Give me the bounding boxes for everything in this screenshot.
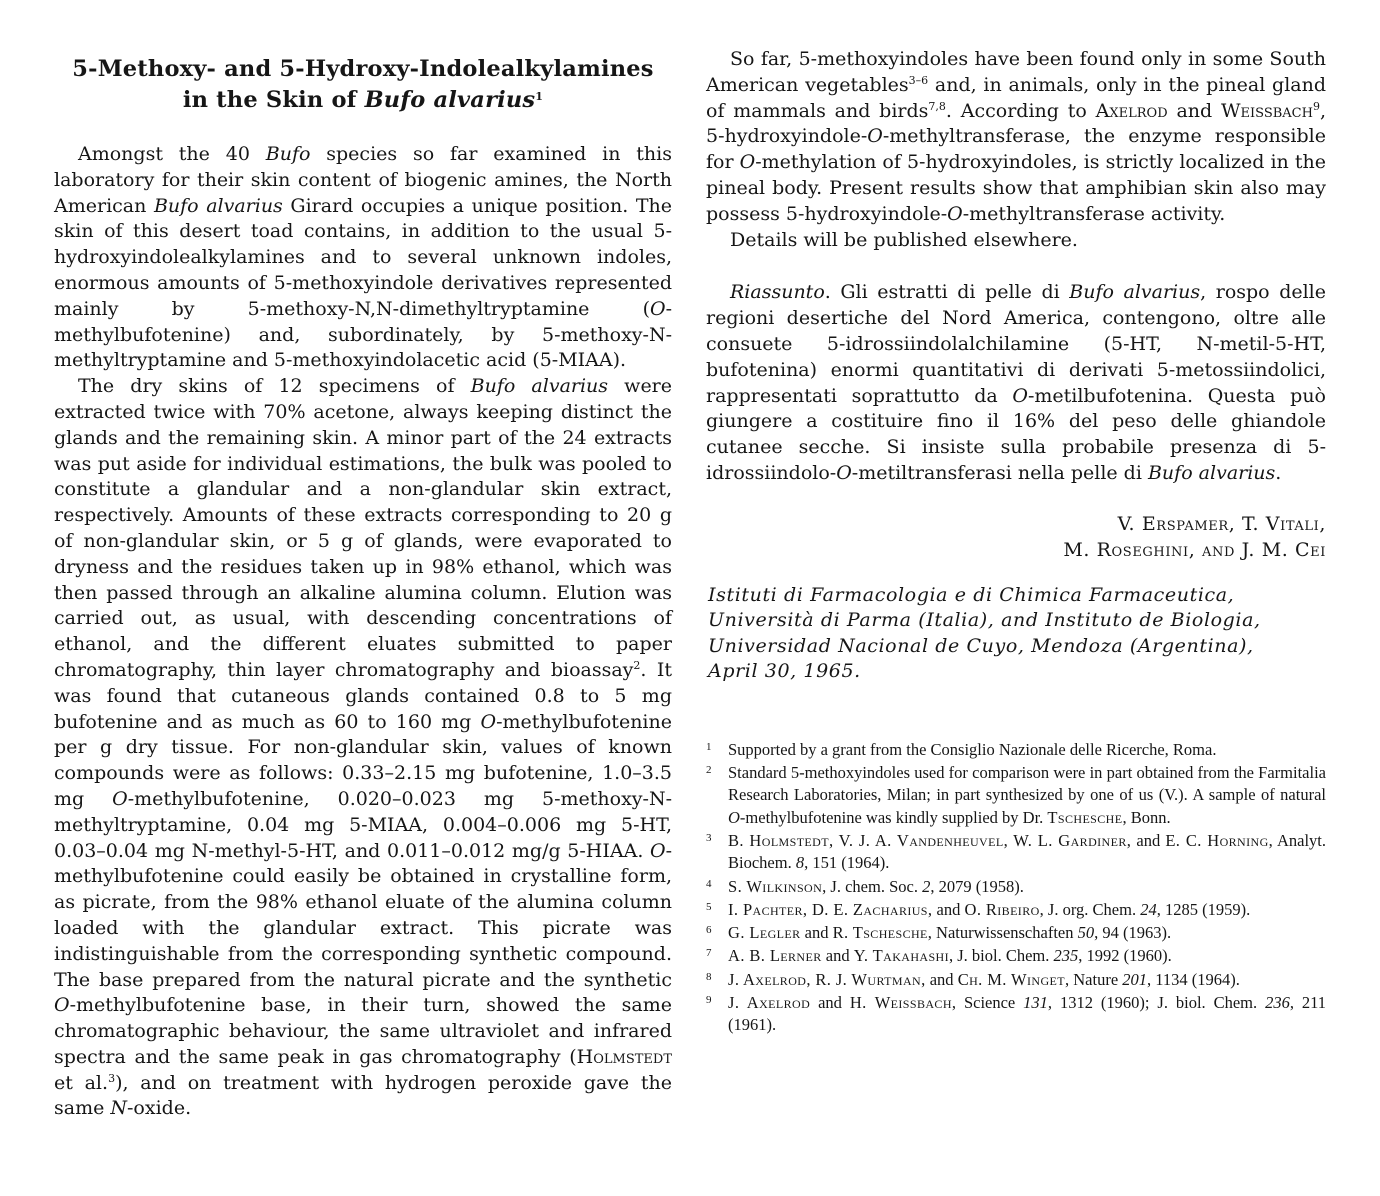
footnote-9 [706,992,1326,1037]
author-name: A. B. Lerner [728,946,822,966]
text-run: . It was found that cutaneous glands contained 0.8 to 5 mg bufotenine and as much as 60 to 160 mg [54,658,672,733]
italic-run: 235 [1053,946,1079,966]
author-name: E. C. Horning [1165,830,1269,850]
footnote-number: 2 [706,764,712,777]
text-run: -methylbufotenine, 0.020–0.023 mg 5-methoxy-N-methyltryptamine, 0.04 mg 5-MIAA, 0.004–0.006 mg 5-HT, 0.03–0.04 mg N-methyl-5-HT, and 0.011–0.012 mg/g 5-HIAA. [54,787,672,862]
footnote-number: 5 [706,900,712,913]
author-name: I. Pachter, D. E. Zacharius, [728,899,933,919]
italic-run: 236 [1265,993,1290,1013]
italic-run: O [728,807,740,827]
italic-run: 131 [1023,993,1048,1013]
text-run: -methylbufotenine) and, subordinately, by 5-methoxy-N-methyltryptamine and 5-methoxyindolacetic acid (5-MIAA). [54,297,672,372]
footnote-text: , J. chem. Soc. [822,876,923,896]
footnote-text: and [800,923,833,943]
author-name: Weissbach [1220,99,1313,122]
author-name: Ch. M. Winget [957,969,1065,989]
footnote-number: 1 [706,740,712,753]
text-run: Girard occupies a unique position. The skin of this desert toad contains, in addition to the usual 5-hydroxyindolealkylamines and to several unknown indoles, enormous amounts of 5-methoxyindole derivatives represented mainly by 5-methoxy-N,N-dimethyltryptamine ( [54,194,672,320]
italic-run: O [54,994,70,1017]
footnote-number: 8 [706,970,712,983]
author-name: Y. Takahashi [853,946,950,966]
footnote-7 [706,945,1326,967]
footnote-2 [706,762,1326,829]
italic-run: 50 [1077,923,1095,943]
footnote-ref: 2 [633,658,641,672]
affiliation-line-2: Università di Parma (Italia), and Instituto de Biologia, [708,609,1261,632]
footnote-number: 6 [706,924,712,937]
author-name: Holmstedt [576,1045,672,1068]
italic-run: 201 [1122,969,1148,989]
title-prefix: in the Skin of [182,87,365,113]
footnote-text: and [810,993,850,1013]
footnote-text: , Science [951,993,1024,1013]
title-line-2 [54,85,672,116]
italic-run: O [739,151,756,174]
affiliation-line-3: Universidad Nacional de Cuyo, Mendoza (Argentina), [708,634,1254,657]
footnote-text: , 211 (1961). [728,993,1327,1035]
footnote-text: , Naturwissenschaften [927,923,1078,943]
text-run: , 5-hydroxyindole- [706,99,1326,148]
footnote-number: 9 [706,994,712,1007]
footnote-text: , 1312 (1960); J. biol. Chem. [1047,993,1266,1013]
footnote-3 [706,830,1326,875]
text-run: . Gli estratti di pelle di [824,281,1070,304]
title-species: Bufo alvarius [364,87,536,113]
footnote-number: 3 [706,831,712,844]
footnote-1 [706,739,1326,761]
italic-run: O [867,125,883,148]
italian-summary [706,280,1326,486]
text-run: and [1167,99,1221,122]
footnote-6 [706,922,1326,944]
text-run: -oxide. [127,1097,192,1120]
author-line-2: M. Roseghini, and J. M. Cei [1063,538,1326,561]
footnote-text: and [821,946,854,966]
text-run: et al. [54,1071,109,1094]
footnote-number: 7 [706,947,712,960]
text-run: The dry skins of 12 specimens of [78,375,471,398]
italic-run: Bufo [265,143,311,165]
footnote-4 [706,876,1326,898]
footnote-ref: 3 [108,1071,116,1085]
italic-run: O [947,202,963,225]
text-run: -metiltransferasi nella pelle di [851,461,1148,484]
text-run: -methyltransferase, the enzyme responsible for [706,125,1326,174]
footnote-text: , Nature [1065,969,1123,989]
italic-run: Bufo alvarius [470,375,609,398]
footnote-8 [706,969,1326,991]
italic-run: O [1012,384,1028,407]
body-paragraph-4: Details will be published elsewhere. [730,228,1078,251]
italic-run: 24 [1140,899,1157,919]
author-name: R. Tschesche [832,923,928,943]
text-run: Amongst the 40 [78,143,266,165]
italic-run: O [650,297,666,320]
footnote-text: and [932,899,965,919]
author-name: B. Holmstedt, V. J. A. Vandenheuvel, W. L. Gardiner, [728,830,1132,850]
footnote-5 [706,899,1326,921]
author-name: J. Axelrod [728,993,811,1013]
footnote-text: , 94 (1963). [1094,923,1172,943]
italic-run: Bufo alvarius [1069,281,1201,304]
footnote-text: , Analyt. Biochem. [728,830,1326,873]
article-title [54,54,672,116]
text-run: were extracted twice with 70% acetone, always keeping distinct the glands and the remaining skin. A minor part of the 24 extracts was put aside for individual estimations, the bulk was pooled to constitute a glandular and a non-glandular skin extract, respectively. Amounts of these extracts corresponding to 20 g of non-glandular skin, or 5 g of glands, were evaporated to dryness and the residues taken up in 98% ethanol, which was then passed through an alkaline alumina column. Elution was carried out, as usual, with descending concentrations of ethanol, and the different eluates submitted to paper chromatography, thin layer chromatography and bioassay [54,375,673,681]
text-run: -methyltransferase activity. [962,202,1226,225]
affiliation-date: April 30, 1965. [708,660,861,683]
author-name: G. Legler [728,923,801,943]
author-name: H. Weissbach [849,993,952,1013]
footnote-ref: 9 [1312,99,1320,113]
italic-run: O [112,787,128,810]
italic-run: O [836,461,852,484]
footnote-text: , J. biol. Chem. [949,946,1054,966]
author-name: J. Axelrod, R. J. Wurtman, [728,969,926,989]
text-run: -methylbufotenine base, in their turn, showed the same chromatographic behaviour, the same ultraviolet and infrared spectra and the same peak in gas chromatography ( [54,994,672,1068]
text-run: and, in animals, only in the pineal gland of mammals and birds [706,73,1326,122]
author-name: Axelrod [1095,99,1168,122]
text-run: -metilbufotenina. Questa può giungere a costituire fino il 16% del peso delle ghiandole cutanee secche. Si insiste sulla probabile presenza di 5-idrossiindolo- [706,384,1326,484]
text-run: ), and on treatment with hydrogen peroxide gave the same [54,1071,672,1120]
footnote-text: and [925,969,958,989]
title-footnote-ref: 1 [535,90,544,103]
text-run: -methylbufotenine could easily be obtained in crystalline form, as picrate, from the 98% ethanol eluate of the alumina column loaded with the glandular extract. This picrate was indistinguishable from the corresponding synthetic compound. The base prepared from the natural picrate and the synthetic [54,839,672,991]
footnote-ref: 7,8 [928,99,946,113]
italic-run: O [650,839,666,862]
italic-run: 8 [795,853,805,873]
footnote-text: , 1285 (1959). [1156,899,1251,919]
italic-run: N [110,1097,128,1120]
footnote-text: and [1131,830,1166,850]
italic-run: 2 [922,876,931,896]
title-line-1: 5-Methoxy- and 5-Hydroxy-Indolealkylamines [72,56,654,82]
author-name: Tschesche [1047,807,1123,827]
text-run: -methylation of 5-hydroxyindoles, is strictly localized in the pineal body. Present results show that amphibian skin also may possess 5-hydroxyindole- [706,151,1326,225]
footnote-text: , 1134 (1964). [1147,969,1240,989]
body-paragraph-1 [54,142,672,374]
text-run: -methylbufotenine per g dry tissue. For non-glandular skin, values of known compounds were as follows: 0.33–2.15 mg bufotenine, 1.0–3.5 mg [54,710,672,810]
footnote-text: , 2079 (1958). [930,876,1024,896]
footnote-text: Supported by a grant from the Consiglio Nazionale delle Ricerche, Roma. [728,739,1217,759]
italic-run: Bufo alvarius [1147,461,1276,484]
author-name: S. Wilkinson [728,876,823,896]
footnotes [706,739,1326,1037]
footnote-text: -methylbufotenine was kindly supplied by Dr. [739,807,1048,827]
affiliation [706,583,1326,685]
footnote-text: , Bonn. [1122,807,1171,827]
body-paragraph-2 [54,374,672,1122]
footnote-text: , J. org. Chem. [1039,899,1141,919]
footnote-text: , 151 (1964). [804,853,890,873]
footnote-text: Standard 5-methoxyindoles used for comparison were in part obtained from the Farmitalia Research Laboratories, Milan; in part synthesized by one of us (V.). A sample of natural [728,763,1326,805]
author-line-1: V. Erspamer, T. Vitali, [1117,512,1326,535]
body-paragraph-3 [706,47,1326,228]
italic-run: O [480,710,497,733]
author-name: O. Ribeiro [964,899,1040,919]
affiliation-line-1: Istituti di Farmacologia e di Chimica Farmaceutica, [708,583,1235,606]
footnote-number: 4 [706,877,712,890]
italic-run: Bufo alvarius [153,194,283,217]
author-list [706,511,1326,563]
footnote-ref: 3–6 [908,73,929,87]
text-run: So far, 5-methoxyindoles have been found only in some South American vegetables [706,48,1326,96]
text-run: . [1275,461,1282,484]
left-column [54,0,672,1122]
summary-label: Riassunto [730,281,825,304]
text-run: , rospo delle regioni desertiche del Nord America, contengono, oltre alle consuete 5-idrossiindolalchilamine (5-HT, N-metil-5-HT, bufotenina) enormi quantitativi di derivati 5-metossiindolici, rappresentati soprattutto da [706,281,1326,407]
footnote-text: , 1992 (1960). [1078,946,1172,966]
text-run: species so far examined in this laboratory for their skin content of biogenic amines, the North American [54,143,672,217]
right-column [706,0,1326,1038]
text-run: . According to [945,99,1096,122]
